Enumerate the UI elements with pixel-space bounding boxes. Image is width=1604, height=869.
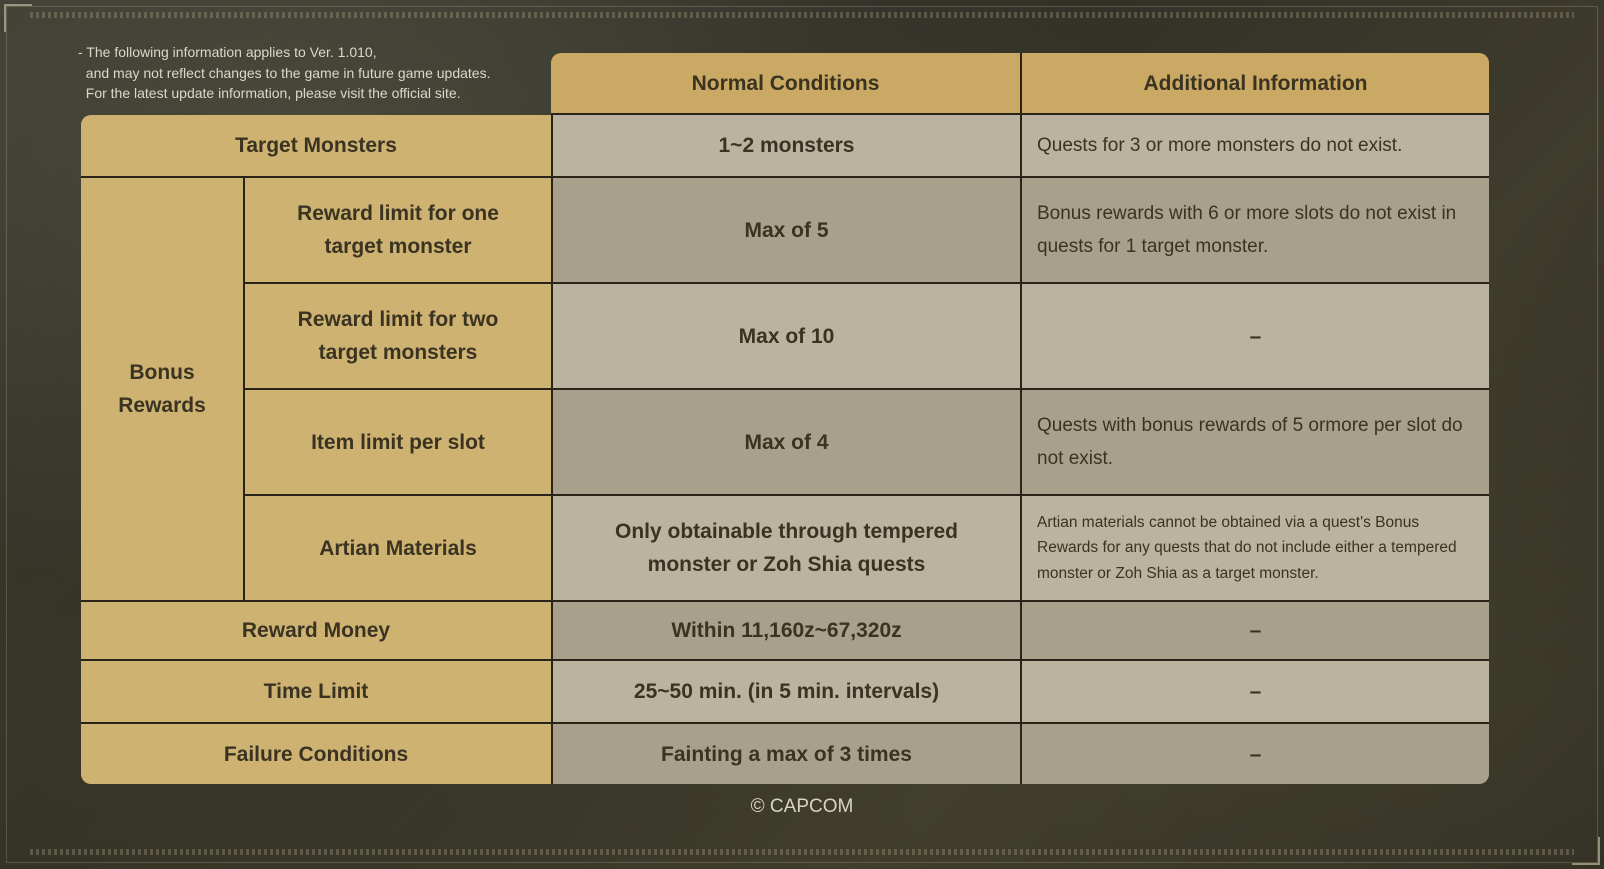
- quest-conditions-table: [81, 53, 1487, 784]
- row-label-failure-conditions: Failure Conditions: [81, 724, 551, 784]
- notice-line: For the latest update information, please visit the official site.: [78, 85, 461, 101]
- corner-ornament: [1572, 837, 1600, 865]
- failure-conditions-info: –: [1020, 724, 1489, 784]
- failure-conditions-normal: Fainting a max of 3 times: [551, 724, 1020, 784]
- row-label-item-limit: Item limit per slot: [243, 390, 551, 496]
- reward-money-info: –: [1020, 602, 1489, 661]
- bottom-ornament-band: [30, 849, 1574, 855]
- reward-limit-two-info: –: [1020, 284, 1489, 390]
- item-limit-normal: Max of 4: [551, 390, 1020, 496]
- header-additional-information: Additional Information: [1020, 53, 1489, 115]
- row-label-target-monsters: Target Monsters: [81, 115, 551, 178]
- reward-money-normal: Within 11,160z~67,320z: [551, 602, 1020, 661]
- artian-materials-info: Artian materials cannot be obtained via a quest's Bonus Rewards for any quests that do not include either a tempered monster or Zoh Shia as a target monster.: [1020, 496, 1489, 602]
- artian-materials-normal: Only obtainable through tempered monster or Zoh Shia quests: [551, 496, 1020, 602]
- row-label-reward-limit-one: Reward limit for one target monster: [243, 178, 551, 284]
- reward-limit-one-normal: Max of 5: [551, 178, 1020, 284]
- time-limit-normal: 25~50 min. (in 5 min. intervals): [551, 661, 1020, 724]
- row-label-reward-limit-two: Reward limit for two target monsters: [243, 284, 551, 390]
- header-normal-conditions: Normal Conditions: [551, 53, 1020, 115]
- notice-line: and may not reflect changes to the game in future game updates.: [78, 64, 491, 81]
- row-label-time-limit: Time Limit: [81, 661, 551, 724]
- item-limit-info: Quests with bonus rewards of 5 ormore per slot do not exist.: [1020, 390, 1489, 496]
- row-label-artian-materials: Artian Materials: [243, 496, 551, 602]
- time-limit-info: –: [1020, 661, 1489, 724]
- row-label-reward-money: Reward Money: [81, 602, 551, 661]
- reward-limit-two-normal: Max of 10: [551, 284, 1020, 390]
- top-ornament-band: [30, 12, 1574, 18]
- copyright-text: © CAPCOM: [750, 796, 854, 817]
- corner-ornament: [4, 4, 32, 32]
- reward-limit-one-info: Bonus rewards with 6 or more slots do not exist in quests for 1 target monster.: [1020, 178, 1489, 284]
- target-monsters-info: Quests for 3 or more monsters do not exist.: [1020, 115, 1489, 178]
- target-monsters-normal: 1~2 monsters: [551, 115, 1020, 178]
- notice-line: - The following information applies to Ver. 1.010,: [78, 44, 377, 60]
- table-corner-empty: [81, 53, 551, 115]
- row-group-bonus-rewards: Bonus Rewards: [81, 178, 243, 602]
